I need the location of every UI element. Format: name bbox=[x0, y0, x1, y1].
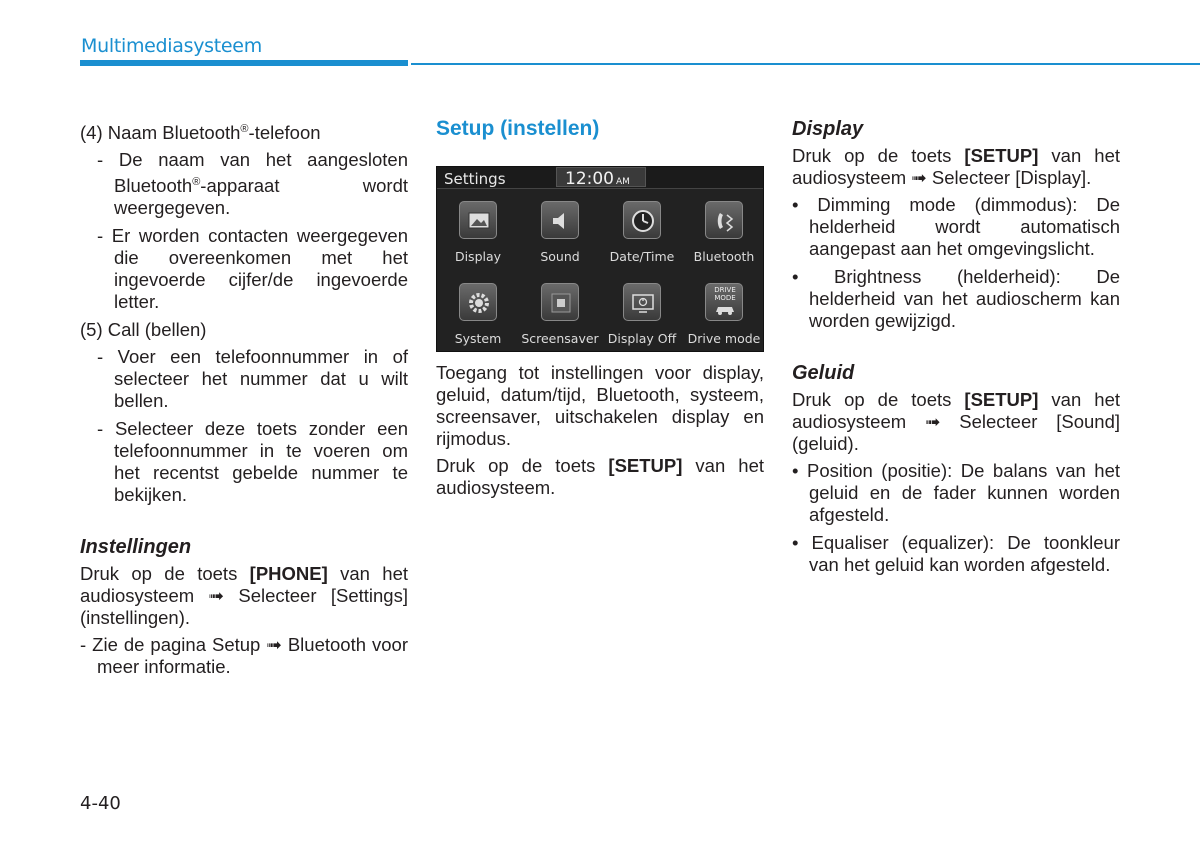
phone-bluetooth-icon bbox=[705, 201, 743, 239]
tile-display[interactable] bbox=[437, 201, 519, 268]
car-icon: DRIVE MODE bbox=[705, 283, 743, 321]
speaker-icon bbox=[541, 201, 579, 239]
tile-label: Bluetooth bbox=[693, 249, 755, 264]
header-rule-thin bbox=[411, 63, 1200, 65]
tile-system[interactable] bbox=[437, 283, 519, 350]
item-4-sub-1: - De naam van het aangesloten Bluetooth®-apparaat wordt weergegeven. bbox=[97, 149, 408, 218]
column-right bbox=[792, 118, 1120, 582]
screen-status-bar bbox=[437, 167, 763, 189]
instellingen-heading: Instellingen bbox=[80, 536, 192, 558]
monitor-power-icon bbox=[623, 283, 661, 321]
clock: 12:00 AM bbox=[565, 169, 630, 189]
setup-caption: Toegang tot instellingen voor display, geluid, datum/tijd, Bluetooth, systeem, screensaver, uitschakelen display en rijmodus. bbox=[436, 362, 764, 449]
screensaver-icon bbox=[541, 283, 579, 321]
clock-box bbox=[556, 167, 646, 187]
instellingen-paragraph: Druk op de toets [PHONE] van het audiosysteem ➟ Selecteer [Settings] (instellingen). bbox=[80, 563, 408, 628]
setup-heading: Setup (instellen) bbox=[436, 117, 600, 140]
display-paragraph: Druk op de toets [SETUP] van het audiosysteem ➟ Selecteer [Display]. bbox=[792, 145, 1120, 188]
display-bullet-2: • Brightness (helderheid): De helderheid van het audioscherm kan worden gewijzigd. bbox=[792, 266, 1120, 331]
item-4: (4) Naam Bluetooth®-telefoon bbox=[80, 122, 321, 143]
item-5: (5) Call (bellen) bbox=[80, 319, 207, 340]
item-5-sub-1: - Voer een telefoonnummer in of selecteer het nummer dat u wilt bellen. bbox=[97, 346, 408, 411]
tile-label: Date/Time bbox=[609, 249, 675, 264]
sound-heading: Geluid bbox=[792, 362, 855, 384]
screen-title: Settings bbox=[444, 170, 506, 188]
sound-bullet-2: • Equaliser (equalizer): De toonkleur van het geluid kan worden afgesteld. bbox=[792, 532, 1120, 575]
column-middle bbox=[436, 118, 764, 504]
page-number: 4-40 bbox=[80, 793, 121, 814]
tile-label: Display bbox=[454, 249, 502, 264]
tile-screensaver[interactable] bbox=[519, 283, 601, 350]
tile-date-time[interactable] bbox=[601, 201, 683, 268]
instellingen-note: - Zie de pagina Setup ➟ Bluetooth voor meer informatie. bbox=[80, 634, 408, 677]
tile-label: Display Off bbox=[607, 331, 677, 346]
item-4-sub-2: - Er worden contacten weergegeven die overeenkomen met het ingevoerde cijfer/de ingevoerde letter. bbox=[97, 225, 408, 312]
gear-icon bbox=[459, 283, 497, 321]
display-heading: Display bbox=[792, 118, 864, 140]
tile-drive-mode[interactable] bbox=[683, 283, 765, 350]
display-icon bbox=[459, 201, 497, 239]
sound-bullet-1: • Position (positie): De balans van het geluid en de fader kunnen worden afgesteld. bbox=[792, 460, 1120, 525]
setup-paragraph: Druk op de toets [SETUP] van het audiosysteem. bbox=[436, 455, 764, 498]
tile-label: System bbox=[454, 331, 502, 346]
clock-icon bbox=[623, 201, 661, 239]
item-5-sub-2: - Selecteer deze toets zonder een telefoonnummer in te voeren om het recentst gebelde nummer te bekijken. bbox=[97, 418, 408, 505]
tile-display-off[interactable] bbox=[601, 283, 683, 350]
settings-screen-image bbox=[436, 166, 764, 352]
tile-sound[interactable] bbox=[519, 201, 601, 268]
tile-label: Drive mode bbox=[687, 331, 761, 346]
tile-label: Screensaver bbox=[521, 331, 599, 346]
column-left bbox=[80, 118, 408, 684]
tile-bluetooth[interactable] bbox=[683, 201, 765, 268]
section-title: Multimediasysteem bbox=[81, 35, 262, 57]
header-rule-thick bbox=[80, 60, 408, 66]
sound-paragraph: Druk op de toets [SETUP] van het audiosysteem ➟ Selecteer [Sound] (geluid). bbox=[792, 389, 1120, 454]
display-bullet-1: • Dimming mode (dimmodus): De helderheid wordt automatisch aangepast aan het omgevingslicht. bbox=[792, 194, 1120, 259]
tile-label: Sound bbox=[540, 249, 580, 264]
